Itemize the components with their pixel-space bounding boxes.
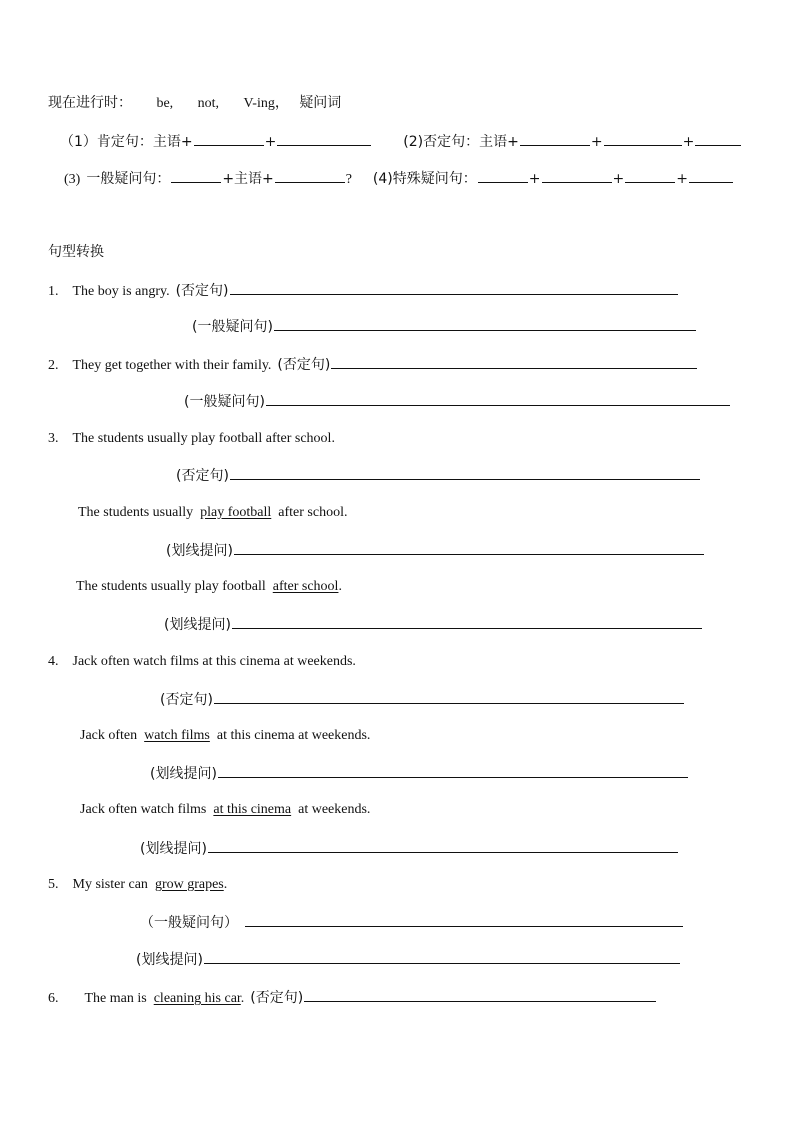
formula-row-2 bbox=[64, 168, 734, 190]
item-sentence: Jack often watch films at this cinema at weekends. bbox=[72, 654, 356, 669]
question-blank-1[interactable] bbox=[171, 168, 221, 183]
item-5-wh bbox=[136, 949, 681, 970]
keyword-question-word: 疑问词 bbox=[299, 95, 342, 111]
underlined-phrase: watch films bbox=[144, 728, 210, 743]
wh-label: (划线提问) bbox=[166, 543, 233, 559]
underlined-phrase: cleaning his car bbox=[153, 991, 241, 1006]
negative-label: (否定句) bbox=[250, 990, 304, 1006]
keyword-not: not, bbox=[197, 96, 220, 111]
underlined-phrase: grow grapes bbox=[154, 877, 224, 892]
plus-sign: + bbox=[264, 134, 277, 150]
item-sentence: The boy is angry. bbox=[72, 284, 170, 299]
plus-sign: + bbox=[682, 134, 695, 150]
special-blank-2[interactable] bbox=[542, 168, 612, 183]
question-name: 一般疑问句： bbox=[86, 171, 171, 187]
grammar-header bbox=[48, 93, 341, 114]
item-6-negative bbox=[48, 987, 657, 1009]
answer-blank[interactable] bbox=[274, 316, 696, 331]
sentence-part: My sister can bbox=[72, 877, 148, 892]
item-sentence: The students usually play football after school. bbox=[72, 431, 335, 446]
item-4-underlined-a bbox=[80, 726, 370, 746]
sentence-part: . bbox=[240, 991, 245, 1006]
keyword-be: be, bbox=[156, 96, 174, 111]
plus-sign: + bbox=[612, 171, 625, 187]
item-3-underlined-b bbox=[76, 577, 342, 597]
answer-blank[interactable] bbox=[266, 391, 730, 406]
question-mark: ? bbox=[345, 172, 353, 187]
yesno-label: （一般疑问句） bbox=[140, 915, 238, 931]
sentence-part: Jack often watch films bbox=[80, 802, 207, 817]
sentence-part: Jack often bbox=[80, 728, 138, 743]
answer-blank[interactable] bbox=[304, 987, 656, 1002]
plus-sign: + bbox=[528, 171, 541, 187]
item-3-wh-b bbox=[164, 614, 703, 635]
item-4-underlined-b bbox=[80, 800, 370, 820]
affirmative-blank-2[interactable] bbox=[277, 131, 371, 146]
item-number: 6. bbox=[48, 991, 59, 1006]
item-4-negative bbox=[160, 689, 685, 710]
question-subject: +主语+ bbox=[222, 171, 274, 187]
item-4-wh-b bbox=[140, 838, 679, 859]
answer-blank[interactable] bbox=[230, 280, 678, 295]
item-2-question bbox=[184, 391, 731, 412]
item-3-underlined-a bbox=[78, 503, 347, 523]
item-number: 5. bbox=[48, 877, 59, 892]
item-1-question bbox=[192, 316, 697, 337]
wh-label: (划线提问) bbox=[164, 617, 231, 633]
answer-blank[interactable] bbox=[204, 949, 680, 964]
item-4-sentence bbox=[48, 651, 356, 672]
plus-sign: + bbox=[590, 134, 603, 150]
item-3-wh-a bbox=[166, 540, 705, 561]
affirmative-label: （1）肯定句： bbox=[60, 134, 153, 150]
sentence-part: The man is bbox=[84, 991, 147, 1006]
answer-blank[interactable] bbox=[218, 763, 688, 778]
answer-blank[interactable] bbox=[214, 689, 684, 704]
negative-subject: 主语+ bbox=[479, 134, 519, 150]
special-blank-1[interactable] bbox=[478, 168, 528, 183]
underlined-phrase: at this cinema bbox=[213, 802, 292, 817]
negative-blank-2[interactable] bbox=[604, 131, 682, 146]
item-3-sentence bbox=[48, 428, 335, 449]
special-blank-3[interactable] bbox=[625, 168, 675, 183]
question-label: (3) bbox=[64, 172, 81, 187]
item-2-negative bbox=[48, 354, 698, 376]
item-sentence: They get together with their family. bbox=[72, 358, 272, 373]
item-number: 1. bbox=[48, 284, 59, 299]
affirmative-blank-1[interactable] bbox=[194, 131, 264, 146]
yesno-label: (一般疑问句) bbox=[184, 394, 265, 410]
negative-blank-1[interactable] bbox=[520, 131, 590, 146]
sentence-part: . bbox=[338, 579, 342, 594]
negative-blank-3[interactable] bbox=[695, 131, 741, 146]
answer-blank[interactable] bbox=[245, 912, 683, 927]
item-1-negative bbox=[48, 280, 679, 302]
item-5-sentence bbox=[48, 875, 227, 895]
wh-label: (划线提问) bbox=[140, 841, 207, 857]
special-blank-4[interactable] bbox=[689, 168, 733, 183]
answer-blank[interactable] bbox=[331, 354, 697, 369]
item-4-wh-a bbox=[150, 763, 689, 784]
item-3-negative bbox=[176, 465, 701, 486]
answer-blank[interactable] bbox=[230, 465, 700, 480]
sentence-part: after school. bbox=[278, 505, 348, 520]
underlined-phrase: after school bbox=[272, 579, 339, 594]
question-blank-2[interactable] bbox=[275, 168, 345, 183]
answer-blank[interactable] bbox=[232, 614, 702, 629]
sentence-part: The students usually bbox=[78, 505, 194, 520]
affirmative-subject: 主语+ bbox=[152, 134, 193, 150]
negative-label: (否定句) bbox=[277, 357, 331, 373]
answer-blank[interactable] bbox=[208, 838, 678, 853]
special-question-label: (4)特殊疑问句： bbox=[372, 171, 477, 187]
negative-label: (否定句) bbox=[160, 692, 213, 708]
sentence-part: . bbox=[223, 877, 228, 892]
sentence-part: at this cinema at weekends. bbox=[216, 728, 371, 743]
answer-blank[interactable] bbox=[234, 540, 704, 555]
item-number: 4. bbox=[48, 654, 59, 669]
negative-label: (否定句) bbox=[175, 283, 229, 299]
sentence-part: at weekends. bbox=[298, 802, 371, 817]
header-title: 现在进行时： bbox=[48, 95, 132, 111]
section-title: 句型转换 bbox=[48, 244, 104, 260]
negative-label: (否定句) bbox=[176, 468, 229, 484]
wh-label: (划线提问) bbox=[136, 952, 203, 968]
wh-label: (划线提问) bbox=[150, 766, 217, 782]
item-number: 3. bbox=[48, 431, 59, 446]
yesno-label: (一般疑问句) bbox=[192, 319, 273, 335]
item-5-question bbox=[140, 912, 684, 933]
negative-label: (2)否定句： bbox=[403, 134, 480, 150]
sentence-part: The students usually play football bbox=[76, 579, 266, 594]
formula-row-1 bbox=[60, 131, 742, 152]
item-number: 2. bbox=[48, 358, 59, 373]
plus-sign: + bbox=[676, 171, 688, 187]
underlined-phrase: play football bbox=[200, 505, 272, 520]
keyword-ving: V-ing， bbox=[243, 96, 289, 111]
